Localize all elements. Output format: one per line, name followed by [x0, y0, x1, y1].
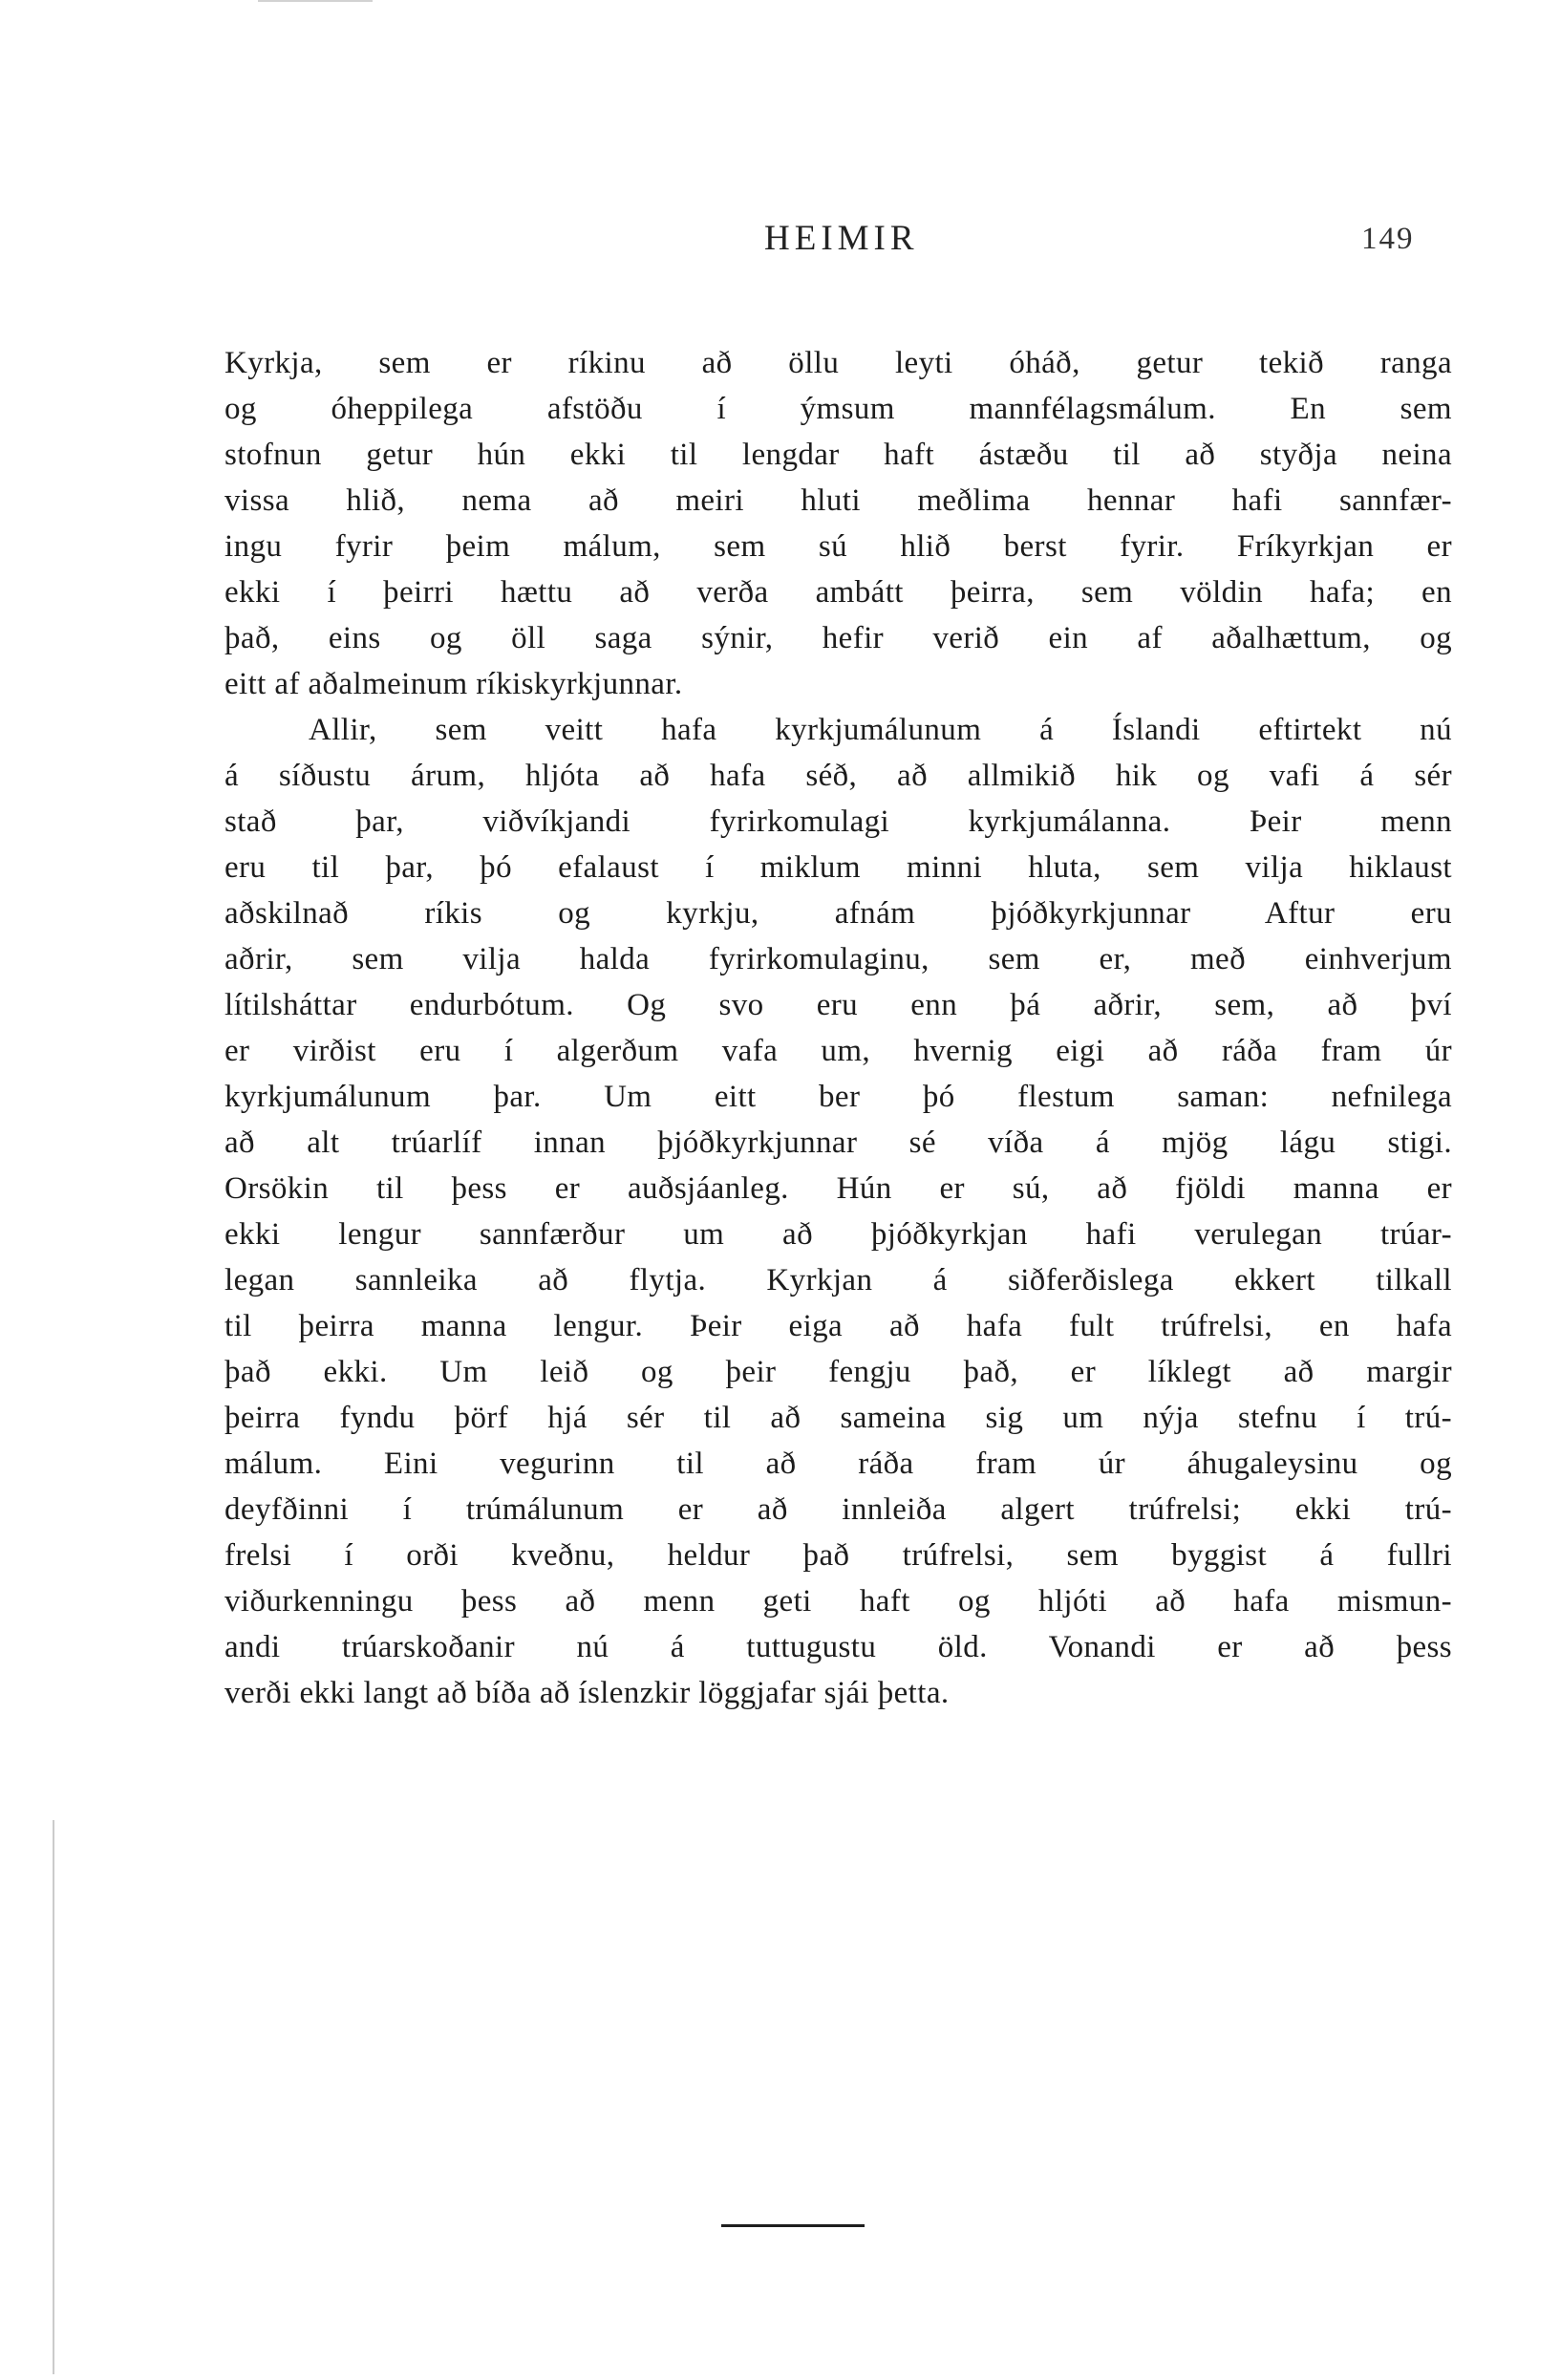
- paragraph-first-line: Allir, sem veitt hafa kyrkjumálunum á Íslandi eftirtekt nú: [309, 713, 1452, 747]
- text-line: Orsökin til þess er auðsjáanleg. Hún er sú, að fjöldi manna er: [224, 1171, 1452, 1206]
- running-title: HEIMIR: [764, 219, 919, 258]
- body-text: [224, 340, 1452, 1716]
- text-line: er virðist eru í algerðum vafa um, hvernig eigi að ráða fram úr: [224, 1034, 1452, 1068]
- page-number: 149: [1361, 222, 1415, 256]
- end-rule: [721, 2224, 865, 2227]
- text-line: ingu fyrir þeim málum, sem sú hlið berst fyrir. Fríkyrkjan er: [224, 529, 1452, 564]
- text-line: stofnun getur hún ekki til lengdar haft ástæðu til að styðja neina: [224, 438, 1452, 472]
- text-line: það, eins og öll saga sýnir, hefir verið ein af aðalhættum, og: [224, 621, 1452, 655]
- text-line: eru til þar, þó efalaust í miklum minni hluta, sem vilja hiklaust: [224, 850, 1452, 885]
- text-line: þeirra fyndu þörf hjá sér til að sameina sig um nýja stefnu í trú-: [224, 1401, 1452, 1435]
- text-line: ekki lengur sannfærður um að þjóðkyrkjan hafi verulegan trúar-: [224, 1217, 1452, 1252]
- text-line: að alt trúarlíf innan þjóðkyrkjunnar sé víða á mjög lágu stigi.: [224, 1126, 1452, 1160]
- running-head: [0, 218, 1560, 275]
- paragraph-end-line: eitt af aðalmeinum ríkiskyrkjunnar.: [224, 667, 683, 701]
- text-line: Kyrkja, sem er ríkinu að öllu leyti óháð, getur tekið ranga: [224, 346, 1452, 380]
- scan-margin-mark: [258, 0, 373, 2]
- text-line: aðskilnað ríkis og kyrkju, afnám þjóðkyrkjunnar Aftur eru: [224, 896, 1452, 931]
- text-line: á síðustu árum, hljóta að hafa séð, að allmikið hik og vafi á sér: [224, 759, 1452, 793]
- paragraph-end-line: verði ekki langt að bíða að íslenzkir löggjafar sjái þetta.: [224, 1676, 950, 1710]
- text-line: málum. Eini vegurinn til að ráða fram úr áhugaleysinu og: [224, 1447, 1452, 1481]
- text-line: til þeirra manna lengur. Þeir eiga að hafa fult trúfrelsi, en hafa: [224, 1309, 1452, 1343]
- scan-margin-mark: [53, 1820, 54, 2374]
- text-line: aðrir, sem vilja halda fyrirkomulaginu, sem er, með einhverjum: [224, 942, 1452, 976]
- text-line: kyrkjumálunum þar. Um eitt ber þó flestum saman: nefnilega: [224, 1080, 1452, 1114]
- text-line: og óheppilega afstöðu í ýmsum mannfélagsmálum. En sem: [224, 392, 1452, 426]
- text-line: lítilsháttar endurbótum. Og svo eru enn þá aðrir, sem, að því: [224, 988, 1452, 1022]
- text-line: viðurkenningu þess að menn geti haft og hljóti að hafa mismun-: [224, 1584, 1452, 1619]
- text-line: það ekki. Um leið og þeir fengju það, er líklegt að margir: [224, 1355, 1452, 1389]
- text-line: andi trúarskoðanir nú á tuttugustu öld. Vonandi er að þess: [224, 1630, 1452, 1664]
- text-line: vissa hlið, nema að meiri hluti meðlima hennar hafi sannfær-: [224, 483, 1452, 518]
- text-line: ekki í þeirri hættu að verða ambátt þeirra, sem völdin hafa; en: [224, 575, 1452, 610]
- text-line: frelsi í orði kveðnu, heldur það trúfrelsi, sem byggist á fullri: [224, 1538, 1452, 1573]
- text-line: deyfðinni í trúmálunum er að innleiða algert trúfrelsi; ekki trú-: [224, 1492, 1452, 1527]
- text-line: legan sannleika að flytja. Kyrkjan á siðferðislega ekkert tilkall: [224, 1263, 1452, 1297]
- text-line: stað þar, viðvíkjandi fyrirkomulagi kyrkjumálanna. Þeir menn: [224, 804, 1452, 839]
